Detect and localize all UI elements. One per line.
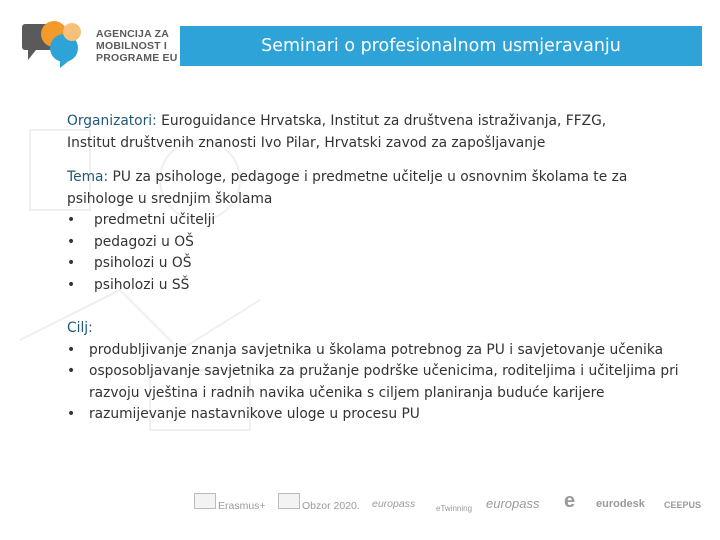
agency-logo-icon [20,18,92,70]
europass-logo: europass [486,496,540,511]
bullet-icon: • [67,406,76,422]
topic-section [67,167,687,296]
bullet-icon: • [67,233,76,250]
list-item [67,210,687,232]
organizers-line-2: Institut društvenih znanosti Ivo Pilar, Hrvatski zavod za zapošljavanje [67,134,546,151]
bullet-icon: • [67,255,76,271]
topic-list [67,210,687,296]
goal-item-text: osposobljavanje savjetnika za pružanje podrške učenicima, roditeljima i učiteljima pri razvoju vještina i radnih navika učenika s ciljem planiranja buduće karijere [89,363,679,401]
bullet-icon: • [67,341,76,358]
topic-label: Tema: [67,169,109,185]
slide-content [67,111,687,426]
goals-section [67,318,687,426]
list-item [67,361,687,404]
eu-flag-icon [278,493,300,509]
organizers-line-1 [67,111,687,133]
agency-logo [20,18,180,70]
list-item [67,340,687,362]
europass-logo-small: europass [372,498,416,510]
topic-item-text: psiholozi u SŠ [94,276,190,293]
eurodesk-logo: eurodesk [596,498,645,510]
logo-line-1: AGENCIJA ZA [96,28,169,40]
topic-item-text: pedagozi u OŠ [94,233,194,250]
goals-list [67,340,687,426]
logo-line-2: MOBILNOST I [96,40,168,52]
bullet-icon: • [67,276,76,293]
goal-item-text: produbljivanje znanja savjetnika u školama potrebnog za PU i savjetovanje učenika [89,341,664,358]
goals-label: Cilj: [67,320,93,336]
list-item [67,275,687,297]
topic-item-text: psiholozi u OŠ [94,255,192,271]
logo-line-3: PROGRAME EU [96,52,178,64]
page-title: Seminari o profesionalnom usmjeravanju [261,36,621,56]
obzor-logo: Obzor 2020. [302,500,360,512]
goal-item-text: razumijevanje nastavnikove uloge u procesu PU [89,406,420,422]
eurodesk-symbol-icon: e [564,490,576,512]
agency-logo-text [96,28,178,64]
topic-line-1 [67,167,687,189]
organizers-text-1: Euroguidance Hrvatska, Institut za društvena istraživanja, FFZG, [156,113,607,129]
topic-text-1: PU za psihologe, pedagoge i predmetne učitelje u osnovnim školama te za [108,169,628,185]
topic-line-2: psihologe u srednjim školama [67,190,273,207]
organizers-label: Organizatori: [67,113,157,129]
bullet-icon: • [67,212,76,228]
list-item [67,232,687,254]
title-banner [180,26,702,66]
ceepus-logo: CEEPUS [664,500,702,510]
topic-item-text: predmetni učitelji [94,212,216,228]
etwinning-logo: eTwinning [436,504,473,513]
list-item [67,404,687,426]
bullet-icon: • [67,363,76,379]
erasmus-logo: Erasmus+ [218,500,266,512]
eu-flag-icon [194,493,216,509]
list-item [67,253,687,275]
organizers-section [67,111,687,154]
partner-logos [190,488,710,522]
